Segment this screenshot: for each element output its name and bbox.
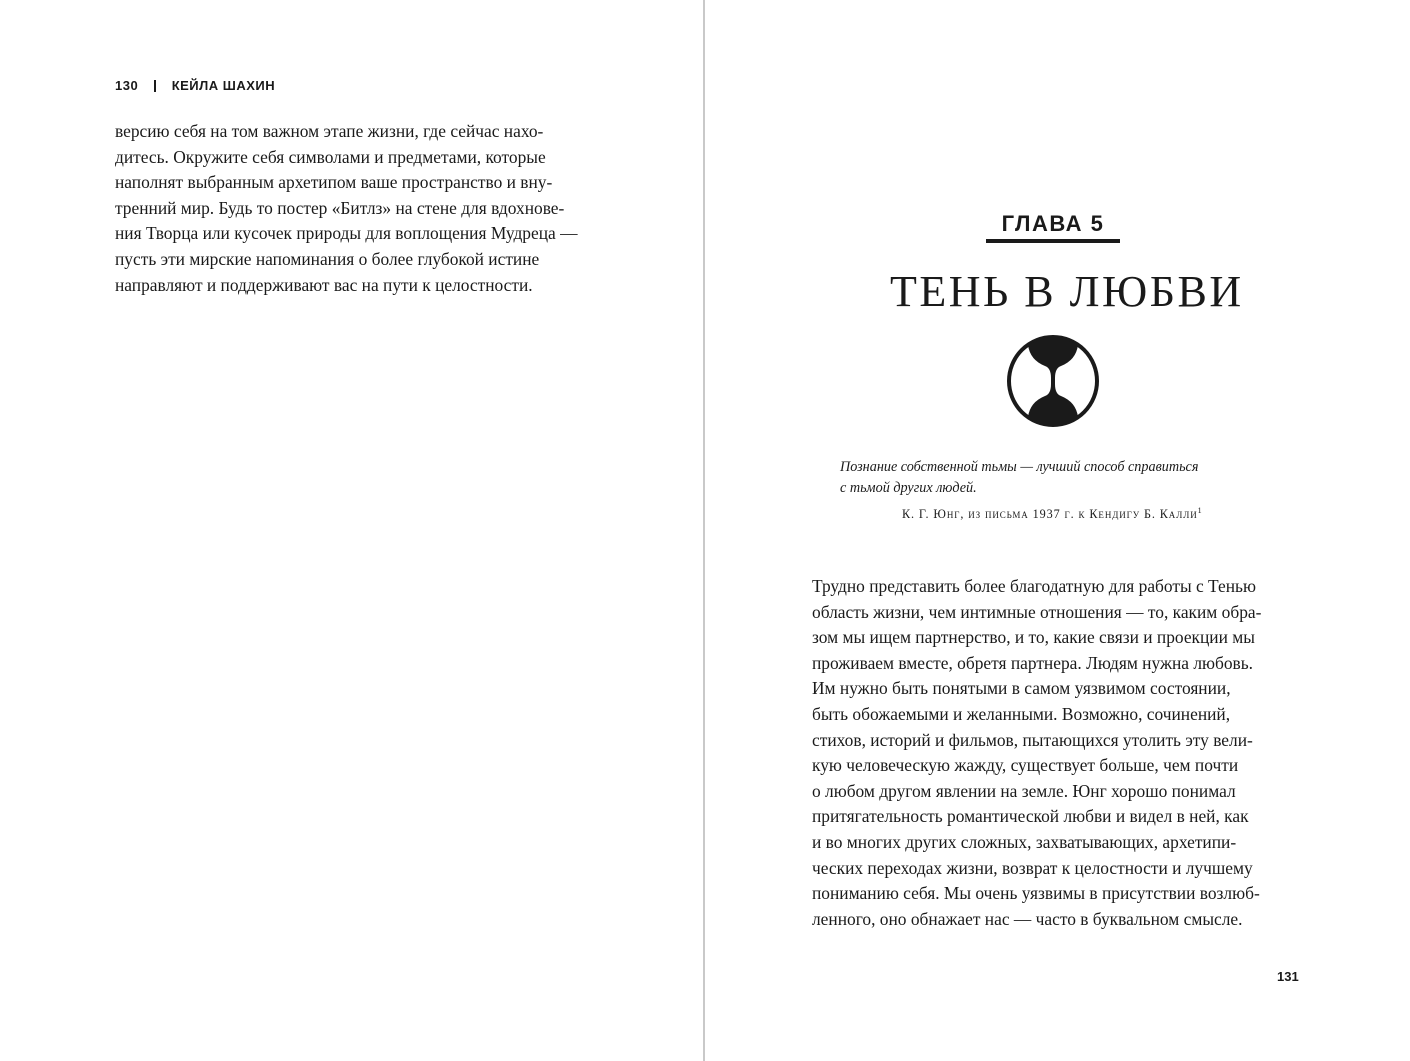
body-line: тренний мир. Будь то постер «Битлз» на стене для вдохнове- bbox=[115, 197, 565, 218]
left-body-text bbox=[115, 119, 605, 298]
body-line: кую человеческую жажду, существует больше, чем почти bbox=[812, 755, 1239, 776]
body-line: стихов, историй и фильмов, пытающихся утолить эту вели- bbox=[812, 729, 1253, 750]
epigraph-line: с тьмой других людей. bbox=[840, 480, 977, 496]
body-line: и во многих других сложных, захватывающих, архетипи- bbox=[812, 831, 1237, 852]
chapter-underline bbox=[986, 239, 1120, 243]
body-line: версию себя на том важном этапе жизни, где сейчас нахо- bbox=[115, 121, 544, 141]
page-number-right: 131 bbox=[1277, 969, 1299, 984]
chapter-title: ТЕНЬ В ЛЮБВИ bbox=[890, 267, 1244, 316]
right-body-text bbox=[812, 574, 1302, 932]
spine-divider bbox=[703, 0, 705, 1061]
right-page bbox=[706, 0, 1410, 1061]
body-line: область жизни, чем интимные отношения — то, каким обра- bbox=[812, 601, 1262, 622]
chapter-heading bbox=[986, 211, 1120, 243]
body-line: притягательность романтической любви и видел в ней, как bbox=[812, 806, 1249, 827]
body-line: Им нужно быть понятыми в самом уязвимом состоянии, bbox=[812, 678, 1231, 699]
body-line: ческих переходах жизни, возврат к целостности и лучшему bbox=[812, 857, 1253, 878]
chapter-label: ГЛАВА 5 bbox=[1001, 211, 1105, 236]
chapter-emblem-icon bbox=[1006, 334, 1100, 428]
page-number-left: 130 bbox=[115, 78, 139, 93]
author-name: КЕЙЛА ШАХИН bbox=[171, 78, 276, 93]
body-line: зом мы ищем партнерство, и то, какие связи и проекции мы bbox=[812, 627, 1255, 648]
running-header bbox=[115, 78, 275, 93]
body-line: проживаем вместе, обретя партнера. Людям нужна любовь. bbox=[812, 652, 1254, 673]
body-line: Трудно представить более благодатную для работы с Тенью bbox=[812, 576, 1256, 596]
epigraph-line: Познание собственной тьмы — лучший способ справиться bbox=[840, 459, 1199, 475]
body-line: пусть эти мирские напоминания о более глубокой истине bbox=[115, 248, 540, 269]
epigraph-attribution bbox=[902, 506, 1202, 522]
epigraph-quote bbox=[840, 457, 1260, 499]
body-line: направляют и поддерживают вас на пути к целостности. bbox=[115, 274, 533, 295]
body-line: ния Творца или кусочек природы для воплощения Мудреца — bbox=[115, 223, 578, 244]
body-line: ленного, оно обнажает нас — часто в буквальном смысле. bbox=[812, 908, 1243, 929]
body-line: пониманию себя. Мы очень уязвимы в присутствии возлюб- bbox=[812, 883, 1260, 904]
body-line: наполнят выбранным архетипом ваше пространство и вну- bbox=[115, 172, 553, 193]
header-separator bbox=[154, 80, 156, 92]
body-line: быть обожаемыми и желанными. Возможно, сочинений, bbox=[812, 703, 1231, 724]
body-line: о любом другом явлении на земле. Юнг хорошо понимал bbox=[812, 780, 1236, 801]
left-page bbox=[0, 0, 704, 1061]
epigraph-source-text: К. Г. Юнг, из письма 1937 г. к Кендигу Б. Калли bbox=[902, 507, 1198, 522]
body-line: дитесь. Окружите себя символами и предметами, которые bbox=[115, 146, 546, 167]
footnote-mark[interactable]: 1 bbox=[1197, 506, 1202, 515]
